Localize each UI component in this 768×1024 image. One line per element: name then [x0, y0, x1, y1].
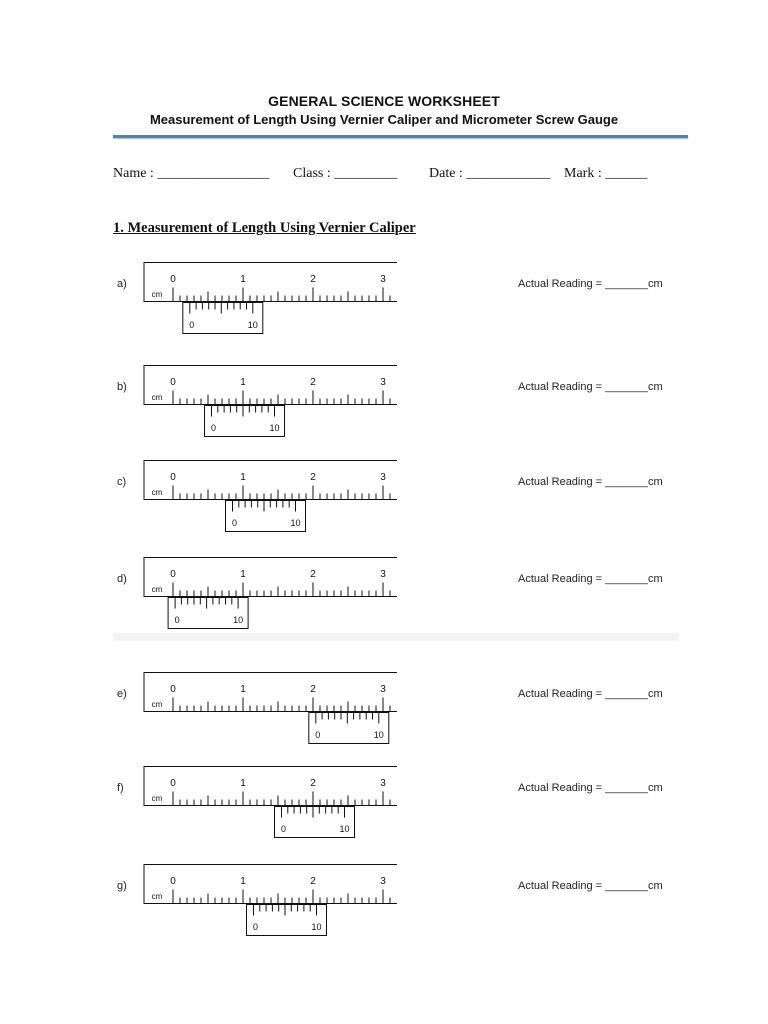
vernier-caliper-diagram: [137, 460, 397, 542]
actual-reading-field[interactable]: Actual Reading = _______cm: [518, 476, 663, 488]
main-scale-label: 1: [240, 684, 246, 695]
vernier-item: [112, 365, 692, 455]
vernier-label-zero: 0: [231, 518, 238, 528]
actual-reading-field[interactable]: Actual Reading = _______cm: [518, 880, 663, 892]
main-scale-label: 0: [170, 778, 176, 789]
vernier-label-zero: 0: [280, 824, 287, 834]
class-field[interactable]: Class : _________: [293, 166, 398, 181]
vernier-item: [112, 262, 692, 352]
main-scale-label: 0: [170, 684, 176, 695]
header-rule: [113, 135, 688, 138]
mark-field[interactable]: Mark : ______: [564, 166, 648, 181]
actual-reading-field[interactable]: Actual Reading = _______cm: [518, 573, 663, 585]
main-scale-label: 2: [310, 876, 316, 887]
item-letter: c): [117, 476, 127, 488]
unit-label: cm: [151, 585, 163, 594]
vernier-item: [112, 864, 692, 954]
main-scale-label: 0: [170, 274, 176, 285]
item-letter: d): [117, 573, 127, 585]
item-letter: f): [117, 782, 124, 794]
vernier-label-zero: 0: [252, 922, 259, 932]
date-field[interactable]: Date : ____________: [429, 166, 551, 181]
vernier-label-zero: 0: [189, 320, 195, 330]
main-scale-label: 2: [310, 569, 316, 580]
vernier-label-zero: 0: [174, 615, 180, 625]
actual-reading-field[interactable]: Actual Reading = _______cm: [518, 688, 663, 700]
vernier-label-ten: 10: [233, 615, 244, 625]
main-scale-label: 3: [380, 569, 386, 580]
main-scale-label: 3: [380, 876, 386, 887]
main-scale-label: 1: [240, 472, 246, 483]
actual-reading-field[interactable]: Actual Reading = _______cm: [518, 782, 663, 794]
main-scale-label: 2: [310, 472, 316, 483]
vernier-item: [112, 766, 692, 856]
main-scale-label: 0: [170, 472, 176, 483]
main-scale-label: 3: [380, 472, 386, 483]
main-scale-label: 3: [380, 684, 386, 695]
main-scale-label: 1: [240, 569, 246, 580]
actual-reading-field[interactable]: Actual Reading = _______cm: [518, 381, 663, 393]
worksheet-subtitle: Measurement of Length Using Vernier Caliper and Micrometer Screw Gauge: [149, 112, 619, 127]
unit-label: cm: [151, 393, 163, 402]
unit-label: cm: [151, 892, 163, 901]
vernier-caliper-diagram: [137, 672, 397, 754]
main-scale-label: 2: [310, 274, 316, 285]
item-letter: e): [117, 688, 127, 700]
main-scale-label: 2: [310, 377, 316, 388]
vernier-caliper-diagram: [137, 365, 397, 447]
name-field[interactable]: Name : ________________: [113, 166, 270, 181]
item-letter: b): [117, 381, 127, 393]
vernier-label-zero: 0: [315, 730, 321, 740]
main-scale-label: 0: [170, 377, 176, 388]
unit-label: cm: [151, 794, 163, 803]
item-letter: a): [117, 278, 127, 290]
main-scale-label: 1: [240, 377, 246, 388]
vernier-label-ten: 10: [290, 518, 301, 528]
main-scale-label: 0: [170, 569, 176, 580]
vernier-label-zero: 0: [210, 423, 217, 433]
vernier-caliper-diagram: [137, 557, 397, 639]
section-heading: 1. Measurement of Length Using Vernier Caliper: [113, 220, 416, 236]
vernier-item: [112, 460, 692, 550]
vernier-label-ten: 10: [269, 423, 280, 433]
main-scale-label: 2: [310, 684, 316, 695]
unit-label: cm: [151, 290, 163, 299]
actual-reading-field[interactable]: Actual Reading = _______cm: [518, 278, 663, 290]
unit-label: cm: [151, 700, 163, 709]
main-scale-label: 1: [240, 274, 246, 285]
main-scale-label: 1: [240, 876, 246, 887]
main-scale-label: 3: [380, 778, 386, 789]
vernier-label-ten: 10: [247, 320, 258, 330]
main-scale-label: 2: [310, 778, 316, 789]
vernier-caliper-diagram: [137, 262, 397, 344]
vernier-caliper-diagram: [137, 864, 397, 946]
vernier-item: [112, 672, 692, 762]
unit-label: cm: [151, 488, 163, 497]
vernier-label-ten: 10: [339, 824, 350, 834]
vernier-label-ten: 10: [311, 922, 322, 932]
vernier-caliper-diagram: [137, 766, 397, 848]
vernier-item: [112, 557, 692, 647]
main-scale-label: 3: [380, 377, 386, 388]
vernier-label-ten: 10: [373, 730, 384, 740]
main-scale-label: 0: [170, 876, 176, 887]
main-scale-label: 3: [380, 274, 386, 285]
main-scale-label: 1: [240, 778, 246, 789]
worksheet-title: GENERAL SCIENCE WORKSHEET: [268, 93, 500, 109]
item-letter: g): [117, 880, 127, 892]
